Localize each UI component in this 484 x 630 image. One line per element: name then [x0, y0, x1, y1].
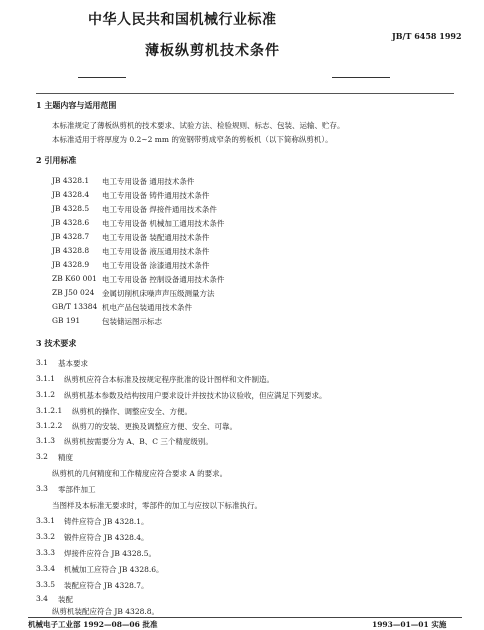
approval-date: 机械电子工业部 1992—08—06 批准 — [28, 620, 158, 629]
clause-text: 纵剪机按需要分为 A、B、C 三个精度级别。 — [64, 437, 213, 446]
clause-number: 3.3.5 — [36, 580, 56, 589]
clause-text: 焊接件应符合 JB 4328.5。 — [64, 549, 157, 558]
section-1-heading: 1 主题内容与适用范围 — [36, 100, 117, 110]
ref-code: GB/T 13384 — [52, 302, 98, 311]
title-rule-right — [332, 77, 390, 78]
ref-title: 电工专用设备 通用技术条件 — [102, 177, 195, 186]
clause-number: 3.1.3 — [36, 436, 56, 445]
ref-title: 电工专用设备 控制设备通用技术条件 — [102, 275, 225, 284]
clause-number: 3.4 — [36, 594, 48, 603]
clause-text: 装配应符合 JB 4328.7。 — [64, 581, 149, 590]
clause-number: 3.3.3 — [36, 548, 56, 557]
ref-title: 电工专用设备 涂漆通用技术条件 — [102, 261, 210, 270]
ref-code: JB 4328.6 — [52, 218, 90, 227]
ref-code: ZB K60 001 — [52, 274, 97, 283]
clause-text: 纵剪机的操作、调整应安全、方便。 — [72, 407, 192, 416]
ref-title: 金属切削机床噪声声压级测量方法 — [102, 289, 215, 298]
clause-text: 装配 — [58, 595, 73, 604]
ref-code: JB 4328.7 — [52, 232, 90, 241]
section-3-heading: 3 技术要求 — [36, 338, 77, 348]
clause-text: 纵剪机应符合本标准及按规定程序批准的设计图样和文件制造。 — [64, 375, 274, 384]
ref-title: 电工专用设备 焊接件通用技术条件 — [102, 205, 217, 214]
document-title: 薄板纵剪机技术条件 — [145, 43, 280, 59]
ref-code: JB 4328.9 — [52, 260, 90, 269]
clause-text: 机械加工应符合 JB 4328.6。 — [64, 565, 164, 574]
clause-text: 纵剪刀的安装、更换及调整应方便、安全、可靠。 — [72, 422, 237, 431]
ref-code: JB 4328.5 — [52, 204, 90, 213]
clause-number: 3.3.2 — [36, 532, 56, 541]
section-1-paragraph-2: 本标准适用于将厚度为 0.2~2 mm 的宽钢带剪成窄条的剪板机（以下简称纵剪机）。 — [52, 135, 333, 144]
clause-text: 纵剪机的几何精度和工作精度应符合要求 A 的要求。 — [52, 469, 228, 478]
implementation-date: 1993—01—01 实施 — [372, 620, 447, 629]
ref-title: 电工专用设备 机械加工通用技术条件 — [102, 219, 225, 228]
clause-number: 3.1.2.2 — [36, 421, 63, 430]
ref-code: JB 4328.1 — [52, 176, 90, 185]
title-rule-left — [78, 77, 126, 78]
section-1-paragraph-1: 本标准规定了薄板纵剪机的技术要求、试验方法、检验规则、标志、包装、运输、贮存。 — [52, 121, 345, 130]
ref-title: 机电产品包装通用技术条件 — [102, 303, 192, 312]
clause-number: 3.3.4 — [36, 564, 56, 573]
clause-text: 铸件应符合 JB 4328.1。 — [64, 517, 149, 526]
clause-number: 3.1 — [36, 358, 48, 367]
clause-number: 3.3.1 — [36, 516, 56, 525]
standard-code: JB/T 6458 1992 — [392, 31, 462, 41]
standard-organization: 中华人民共和国机械行业标准 — [88, 12, 277, 28]
clause-text: 基本要求 — [58, 359, 88, 368]
clause-number: 3.1.2 — [36, 390, 56, 399]
clause-text: 零部件加工 — [58, 485, 96, 494]
header-divider — [36, 93, 454, 94]
ref-code: JB 4328.4 — [52, 190, 90, 199]
clause-number: 3.3 — [36, 484, 48, 493]
section-2-heading: 2 引用标准 — [36, 155, 77, 165]
ref-code: ZB J50 024 — [52, 288, 95, 297]
ref-title: 电工专用设备 铸件通用技术条件 — [102, 191, 210, 200]
ref-title: 电工专用设备 液压通用技术条件 — [102, 247, 210, 256]
ref-code: GB 191 — [52, 316, 81, 325]
clause-text: 锻件应符合 JB 4328.4。 — [64, 533, 149, 542]
clause-text: 精度 — [58, 453, 73, 462]
clause-text: 纵剪机基本参数及结构按用户要求设计并按技术协议验收，但应满足下列要求。 — [64, 391, 327, 400]
clause-text: 当图样及本标准无要求时，零部件的加工与应按以下标准执行。 — [52, 501, 262, 510]
clause-number: 3.2 — [36, 452, 48, 461]
clause-number: 3.1.2.1 — [36, 406, 63, 415]
ref-title: 电工专用设备 装配通用技术条件 — [102, 233, 210, 242]
clause-text: 纵剪机装配应符合 JB 4328.8。 — [52, 607, 160, 616]
ref-title: 包装储运图示标志 — [102, 317, 162, 326]
footer-divider — [28, 617, 462, 618]
ref-code: JB 4328.8 — [52, 246, 90, 255]
clause-number: 3.1.1 — [36, 374, 56, 383]
